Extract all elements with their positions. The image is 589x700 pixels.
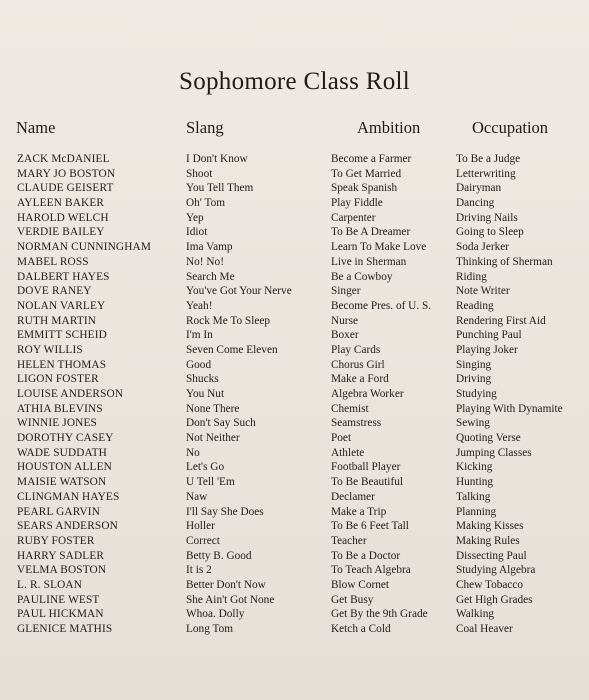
student-slang: No	[186, 446, 200, 459]
student-occupation: Chew Tobacco	[456, 578, 524, 591]
student-ambition: Teacher	[331, 534, 367, 547]
student-ambition: Chorus Girl	[331, 358, 385, 371]
student-ambition: Ketch a Cold	[331, 623, 391, 635]
student-ambition: Football Player	[331, 461, 401, 474]
student-name: HARRY SADLER	[17, 549, 105, 562]
student-slang: Holler	[186, 520, 215, 533]
student-slang: It is 2	[186, 564, 212, 577]
student-slang: Whoa. Dolly	[186, 608, 245, 621]
student-slang: Yep	[186, 211, 204, 224]
student-occupation: Kicking	[456, 461, 493, 474]
student-slang: I'll Say She Does	[186, 505, 264, 518]
student-occupation: Walking	[456, 608, 494, 621]
student-name: CLINGMAN HAYES	[17, 490, 120, 503]
student-ambition: Chemist	[331, 402, 369, 415]
roll-row	[0, 578, 589, 593]
student-ambition: Be a Cowboy	[331, 270, 393, 283]
student-name: MARY JO BOSTON	[17, 167, 116, 180]
student-name: CLAUDE GEISERT	[17, 182, 114, 195]
student-slang: Let's Go	[186, 461, 225, 474]
student-ambition: Seamstress	[331, 417, 382, 430]
student-occupation: Dissecting Paul	[456, 549, 527, 562]
page-title: Sophomore Class Roll	[178, 68, 410, 95]
student-name: DALBERT HAYES	[17, 270, 110, 283]
student-slang: You've Got Your Nerve	[186, 285, 292, 298]
student-name: L. R. SLOAN	[17, 578, 83, 591]
student-slang: Don't Say Such	[186, 417, 256, 430]
student-occupation: Quoting Verse	[456, 432, 521, 445]
roll-row	[0, 181, 589, 196]
student-occupation: Going to Sleep	[456, 226, 524, 239]
student-slang: Shucks	[186, 373, 219, 386]
student-occupation: Reading	[456, 299, 494, 312]
roll-row	[0, 505, 589, 520]
roll-row	[0, 152, 589, 167]
roll-row	[0, 534, 589, 549]
student-name: RUTH MARTIN	[17, 314, 97, 327]
roll-row	[0, 299, 589, 314]
student-ambition: Athlete	[331, 446, 365, 459]
student-occupation: Coal Heaver	[456, 623, 513, 635]
student-occupation: Jumping Classes	[456, 446, 532, 459]
student-ambition: Singer	[331, 285, 361, 298]
student-occupation: Making Kisses	[456, 520, 524, 533]
student-occupation: Soda Jerker	[456, 241, 510, 254]
student-ambition: Become Pres. of U. S.	[331, 299, 432, 312]
student-occupation: Get High Grades	[456, 593, 533, 606]
roll-row	[0, 431, 589, 446]
student-name: PEARL GARVIN	[17, 505, 101, 518]
student-slang: Shoot	[186, 167, 213, 180]
header-ambition: Ambition	[357, 118, 421, 137]
student-ambition: Algebra Worker	[331, 388, 404, 400]
roll-row	[0, 196, 589, 211]
roll-row	[0, 328, 589, 343]
student-occupation: Hunting	[456, 476, 494, 489]
student-ambition: Poet	[331, 432, 352, 445]
student-slang: Ima Vamp	[186, 241, 233, 254]
student-ambition: To Teach Algebra	[331, 564, 411, 577]
roll-row	[0, 607, 589, 622]
student-ambition: Blow Cornet	[331, 578, 390, 591]
student-name: LIGON FOSTER	[17, 373, 99, 386]
student-ambition: Get Busy	[331, 593, 374, 606]
student-occupation: Riding	[456, 270, 487, 283]
student-ambition: Become a Farmer	[331, 153, 412, 165]
student-ambition: Learn To Make Love	[331, 241, 427, 254]
roll-row	[0, 387, 589, 402]
roll-row	[0, 593, 589, 608]
student-occupation: Driving Nails	[456, 211, 518, 224]
student-name: VERDIE BAILEY	[17, 226, 105, 239]
student-ambition: Play Cards	[331, 343, 381, 356]
student-slang: I'm In	[186, 329, 213, 342]
student-name: ZACK McDANIEL	[17, 153, 110, 165]
student-occupation: Talking	[456, 490, 491, 503]
student-occupation: Playing With Dynamite	[456, 402, 563, 415]
student-occupation: Punching Paul	[456, 329, 522, 342]
student-slang: U Tell 'Em	[186, 476, 235, 489]
roll-row	[0, 255, 589, 270]
student-ambition: To Be a Doctor	[331, 549, 401, 562]
student-name: DOVE RANEY	[17, 285, 92, 298]
student-slang: Not Neither	[186, 432, 240, 445]
class-roll-list	[0, 152, 589, 637]
column-headers	[0, 118, 589, 140]
student-name: NORMAN CUNNINGHAM	[17, 241, 152, 254]
student-name: PAULINE WEST	[17, 593, 100, 606]
roll-row	[0, 225, 589, 240]
roll-row	[0, 314, 589, 329]
student-ambition: To Be A Dreamer	[331, 226, 411, 239]
student-slang: Yeah!	[186, 299, 213, 312]
student-ambition: Get By the 9th Grade	[331, 608, 428, 621]
roll-row	[0, 622, 589, 637]
student-slang: I Don't Know	[186, 153, 248, 165]
roll-row	[0, 240, 589, 255]
roll-row	[0, 460, 589, 475]
student-ambition: To Get Married	[331, 167, 402, 180]
student-ambition: Carpenter	[331, 211, 376, 224]
student-slang: You Nut	[186, 388, 225, 400]
roll-row	[0, 549, 589, 564]
student-slang: Rock Me To Sleep	[186, 314, 271, 327]
student-ambition: Boxer	[331, 329, 359, 342]
student-ambition: Play Fiddle	[331, 197, 383, 210]
student-name: SEARS ANDERSON	[17, 520, 118, 533]
student-occupation: Rendering First Aid	[456, 314, 546, 327]
student-occupation: Note Writer	[456, 285, 510, 298]
student-ambition: Nurse	[331, 314, 358, 327]
student-ambition: Live in Sherman	[331, 255, 407, 268]
roll-row	[0, 416, 589, 431]
student-occupation: Letterwriting	[456, 167, 516, 180]
student-ambition: Declamer	[331, 490, 375, 503]
student-occupation: Thinking of Sherman	[456, 255, 553, 268]
student-name: MAISIE WATSON	[17, 476, 107, 489]
student-occupation: Driving	[456, 373, 492, 386]
student-ambition: To Be 6 Feet Tall	[331, 520, 409, 533]
student-slang: Idiot	[186, 226, 208, 239]
roll-row	[0, 402, 589, 417]
roll-row	[0, 270, 589, 285]
student-ambition: Make a Ford	[331, 373, 389, 386]
roll-row	[0, 284, 589, 299]
roll-row	[0, 167, 589, 182]
roll-row	[0, 372, 589, 387]
student-ambition: Make a Trip	[331, 505, 387, 518]
student-occupation: Making Rules	[456, 534, 520, 547]
student-occupation: Playing Joker	[456, 343, 518, 356]
student-ambition: To Be Beautiful	[331, 476, 403, 489]
student-name: NOLAN VARLEY	[17, 299, 106, 312]
roll-row	[0, 358, 589, 373]
student-slang: Oh' Tom	[186, 197, 226, 210]
student-occupation: Studying Algebra	[456, 564, 536, 577]
student-occupation: Sewing	[456, 417, 490, 430]
student-name: DOROTHY CASEY	[17, 432, 114, 445]
student-occupation: Studying	[456, 388, 497, 400]
header-name: Name	[16, 118, 56, 137]
student-slang: Good	[186, 358, 212, 371]
student-slang: Naw	[186, 490, 208, 503]
student-slang: You Tell Them	[186, 182, 254, 195]
student-ambition: Speak Spanish	[331, 182, 398, 195]
student-slang: Search Me	[186, 270, 235, 283]
student-slang: Betty B. Good	[186, 549, 252, 562]
student-occupation: Singing	[456, 358, 492, 371]
student-slang: Seven Come Eleven	[186, 343, 278, 356]
student-name: WINNIE JONES	[17, 417, 97, 430]
student-slang: Long Tom	[186, 623, 234, 635]
roll-row	[0, 519, 589, 534]
student-name: VELMA BOSTON	[17, 564, 107, 577]
student-name: RUBY FOSTER	[17, 534, 95, 547]
student-name: GLENICE MATHIS	[17, 623, 113, 635]
student-slang: Better Don't Now	[186, 578, 266, 591]
student-name: HAROLD WELCH	[17, 211, 109, 224]
student-occupation: Planning	[456, 505, 497, 518]
student-occupation: Dairyman	[456, 182, 502, 195]
student-name: ROY WILLIS	[17, 343, 83, 356]
header-occupation: Occupation	[472, 118, 549, 137]
student-occupation: Dancing	[456, 197, 495, 210]
student-name: LOUISE ANDERSON	[17, 388, 124, 400]
student-name: HOUSTON ALLEN	[17, 461, 112, 474]
roll-row	[0, 343, 589, 358]
student-name: ATHIA BLEVINS	[17, 402, 103, 415]
student-slang: No! No!	[186, 255, 224, 268]
student-slang: None There	[186, 402, 240, 415]
student-name: WADE SUDDATH	[17, 446, 107, 459]
roll-row	[0, 211, 589, 226]
student-slang: Correct	[186, 534, 220, 547]
roll-row	[0, 490, 589, 505]
student-slang: She Ain't Got None	[186, 593, 275, 606]
roll-row	[0, 475, 589, 490]
student-name: AYLEEN BAKER	[17, 197, 105, 210]
header-slang: Slang	[186, 118, 224, 137]
student-occupation: To Be a Judge	[456, 153, 521, 165]
roll-row	[0, 446, 589, 461]
student-name: MABEL ROSS	[17, 255, 89, 268]
student-name: EMMITT SCHEID	[17, 329, 107, 342]
student-name: HELEN THOMAS	[17, 358, 107, 371]
roll-row	[0, 563, 589, 578]
student-name: PAUL HICKMAN	[17, 608, 104, 621]
